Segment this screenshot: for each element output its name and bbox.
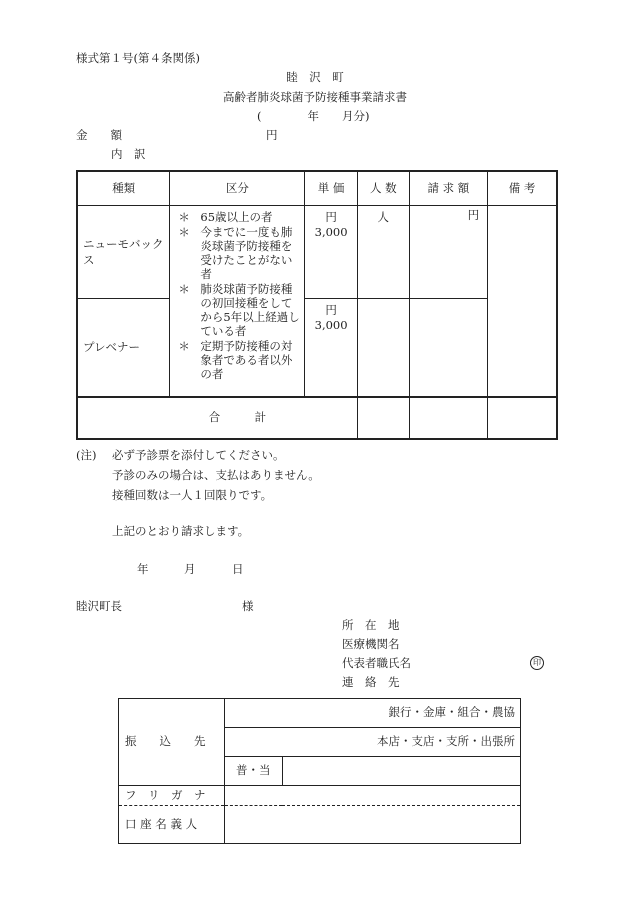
- list-item: ＊ 肺炎球菌予防接種の初回接種をしてから5年以上経過している者: [178, 281, 300, 338]
- note-item: 必ず予診票を添付してください。: [112, 448, 285, 462]
- note-item: 予診のみの場合は、支払はありません。: [112, 468, 320, 482]
- sender-representative-label: 代表者職氏名: [342, 656, 411, 670]
- account-holder-field[interactable]: [224, 806, 520, 844]
- total-amount-cell: [409, 397, 487, 439]
- category-list: [170, 206, 304, 381]
- form-title: 高齢者肺炎球菌予防接種事業請求書: [223, 90, 407, 104]
- furigana-field[interactable]: [224, 786, 520, 806]
- table-row: [119, 806, 521, 844]
- account-type-options: 普・当: [224, 757, 282, 786]
- account-number-field[interactable]: [282, 757, 520, 786]
- list-item: ＊ 定期予防接種の対象者である者以外の者: [178, 338, 293, 381]
- total-label: 合 計: [77, 397, 357, 439]
- header-unit-price: 単 価: [305, 171, 357, 205]
- breakdown-label: 内 訳: [111, 147, 146, 161]
- bank-type-options: 銀行・金庫・組合・農協: [224, 699, 520, 728]
- total-count-cell: [357, 397, 409, 439]
- header-remarks: 備 考: [488, 171, 557, 205]
- price-value: 3,000: [314, 224, 348, 239]
- transfer-label: 振 込 先: [119, 699, 225, 786]
- count-cell: [357, 298, 409, 397]
- total-row: [77, 397, 557, 439]
- date-month: 月: [184, 562, 196, 576]
- sender-institution-label: 医療機関名: [342, 637, 400, 651]
- sender-location-label: 所 在 地: [342, 618, 400, 632]
- list-item: ＊ 65歳以上の者: [178, 209, 273, 224]
- amount-cell: [409, 205, 487, 298]
- amount-cell-unit: 円: [467, 207, 480, 222]
- amount-label: 金 額: [76, 128, 122, 142]
- form-number: 様式第１号(第４条関係): [76, 51, 200, 65]
- unit-price-cell: [305, 298, 357, 397]
- vaccine-type-prevenar: プレベナー: [77, 298, 170, 397]
- list-item: ＊ 今までに一度も肺炎球菌予防接種を受けたことがない者: [178, 224, 293, 281]
- table-header-row: [77, 171, 557, 205]
- request-statement: 上記のとおり請求します。: [112, 524, 250, 538]
- remarks-cell: [488, 205, 557, 397]
- sender-contact-label: 連 絡 先: [342, 675, 400, 689]
- date-day: 日: [232, 562, 244, 576]
- total-remarks-cell: [488, 397, 557, 439]
- header-count: 人 数: [357, 171, 409, 205]
- category-cell: [170, 205, 305, 397]
- count-cell: [357, 205, 409, 298]
- price-unit: 円: [325, 209, 337, 224]
- amount-unit: 円: [266, 128, 278, 142]
- note-item: 接種回数は一人１回限りです。: [112, 488, 273, 502]
- addressee-suffix: 様: [242, 599, 254, 613]
- account-holder-label: 口 座 名 義 人: [119, 806, 225, 844]
- table-row: [77, 298, 557, 397]
- date-year: 年: [137, 562, 149, 576]
- billing-period: ( 年 月分): [257, 109, 370, 123]
- furigana-label: フ リ ガ ナ: [119, 786, 225, 806]
- header-type: 種類: [77, 171, 170, 205]
- table-row: [119, 699, 521, 728]
- table-row: [119, 786, 521, 806]
- price-value: 3,000: [314, 317, 348, 332]
- header-category: 区分: [170, 171, 305, 205]
- table-row: [77, 205, 557, 298]
- count-unit: 人: [377, 209, 390, 224]
- billing-table: [76, 170, 558, 440]
- header-amount: 請 求 額: [409, 171, 487, 205]
- vaccine-type-pneumovax: ニューモバックス: [77, 205, 170, 298]
- bank-transfer-table: [118, 698, 521, 844]
- branch-type-options: 本店・支店・支所・出張所: [224, 728, 520, 757]
- seal-icon: 印: [530, 656, 544, 670]
- addressee: 睦沢町長: [76, 599, 122, 613]
- town-name: 睦 沢 町: [286, 70, 344, 84]
- price-unit: 円: [325, 302, 337, 317]
- notes-label: (注): [76, 448, 97, 462]
- amount-cell: [409, 298, 487, 397]
- unit-price-cell: [305, 205, 357, 298]
